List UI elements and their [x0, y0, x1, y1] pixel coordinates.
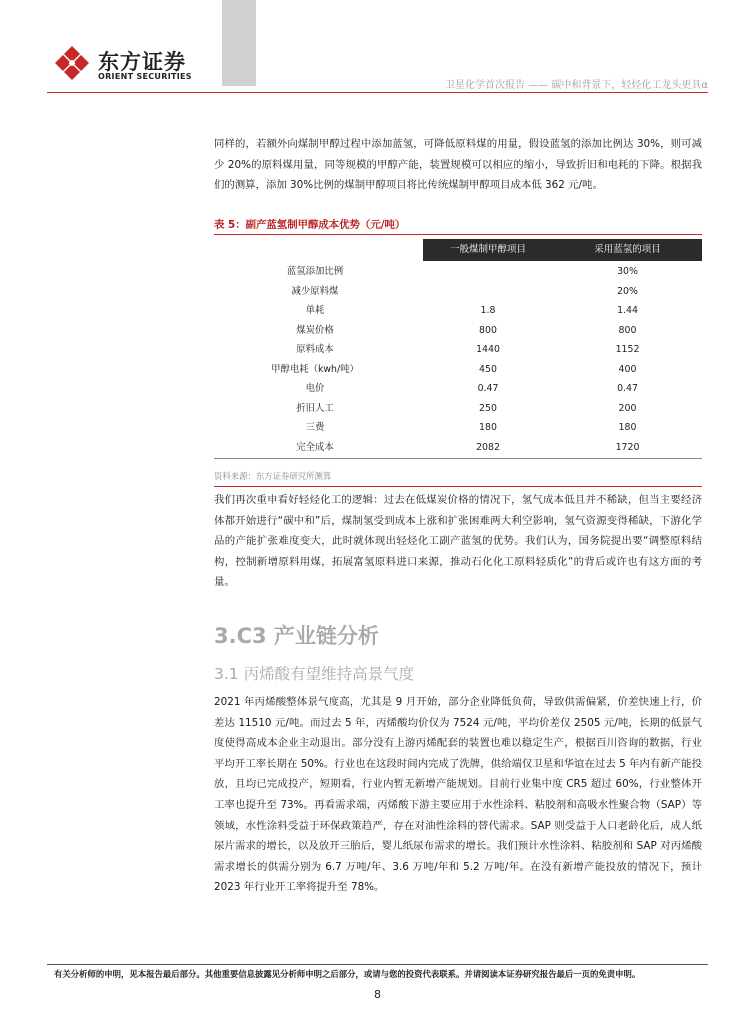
table-cell: 180: [479, 422, 497, 433]
footer-divider: [47, 964, 708, 965]
table-cell: 200: [618, 402, 637, 414]
report-subtitle: 卫星化学首次报告 —— 碳中和背景下，轻烃化工龙头更具α: [445, 80, 708, 91]
table-cell: 2082: [476, 441, 500, 453]
table-cell: 单耗: [305, 305, 325, 316]
table-cell: 甲醇电耗（kwh/吨）: [271, 363, 359, 375]
header-decor-block: [222, 0, 256, 86]
table-cell: 1440: [476, 344, 500, 355]
table-cell: 20%: [617, 285, 638, 297]
table-title: 表 5：副产蓝氢制甲醇成本优势（元/吨）: [214, 219, 406, 231]
table-cell: 三费: [305, 422, 325, 433]
page-number: 8: [374, 988, 381, 1001]
table-cell: 折旧人工: [296, 402, 334, 414]
header-divider: [47, 92, 708, 93]
table-cell: 800: [479, 324, 497, 336]
table-bottom-rule: [214, 458, 702, 459]
table-cell: 原料成本: [296, 344, 334, 355]
table-cell: 250: [479, 402, 497, 414]
table-cell: 煤炭价格: [296, 324, 334, 336]
table-cell: 1720: [615, 441, 640, 453]
table-cell: 0.47: [477, 383, 499, 394]
table-cell: 450: [479, 363, 497, 375]
table-cell: 减少原料煤: [291, 285, 339, 297]
mid-paragraph: 我们再次重申看好轻烃化工的逻辑：过去在低煤炭价格的情况下，氢气成本低且并不稀缺，但当主要经济体都开始进行“碳中和”后，煤制氢受到成本上涨和扩张困难两大利空影响，氢气资源变得稀缺，下游化学品的产能扩张难度变大，此时就体现出轻烃化工副产蓝氢的优势。我们认为，国务院提出要“调整原料结构，控制新增原料用煤，拓展富氢原料进口来源，推动石化化工原料轻质化”的背后或许也有这方面的考量。: [214, 494, 702, 589]
table-cell: 1.44: [617, 305, 638, 316]
table-cell: [423, 262, 553, 282]
table-cell: 1152: [615, 344, 640, 355]
logo-text-en: ORIENT SECURITIES: [98, 72, 192, 81]
table-cell: 0.47: [617, 383, 638, 394]
table-cell: 30%: [617, 266, 638, 277]
body-paragraph: 2021 年丙烯酸整体景气度高，尤其是 9 月开始，部分企业降低负荷，导致供需偏紧，价差快速上行，价差达 11510 元/吨。而过去 5 年，丙烯酸均价仅为 7524 元/吨，平均价差仅 2505 元/吨，长期的低景气度使得高成本企业主动退出。部分没有上游丙烯配套的装置也难以稳定生产，根据百川咨询的数据，行业平均开工率长期在 50%。行业也在这段时间内完成了洗牌，供给端仅卫星和华谊在过去 5 年内有新产能投放，且均已完成投产，短期看，行业内暂无新增产能规划。目前行业集中度 CR5 超过 60%，行业整体开工率也提升至 73%。再看需求端，丙烯酸下游主要应用于水性涂料、粘胶剂和高吸水性聚合物（SAP）等领域，水性涂料受益于环保政策趋严，存在对油性涂料的替代需求。SAP 则受益于人口老龄化后，成人纸尿片需求的增长，以及放开三胎后，婴儿纸尿布需求的增长。我们预计水性涂料、粘胶剂和 SAP 对丙烯酸需求增长的供需分别为 6.7 万吨/年、3.6 万吨/年和 5.2 万吨/年。在没有新增产能投放的情况下，预计 2023 年行业开工率将提升至 78%。: [214, 696, 702, 894]
table-header-col2: 采用蓝氢的项目: [594, 244, 661, 255]
table-cell: 蓝氢添加比例: [286, 266, 344, 277]
source-rule: [214, 486, 702, 487]
section-heading: 3.C3 产业链分析: [214, 624, 379, 648]
table-cell: 180: [618, 422, 637, 433]
table-cell: [423, 282, 553, 302]
table-cell: 电价: [305, 383, 325, 394]
orient-logo-icon: [54, 45, 90, 81]
footer-disclaimer: 有关分析师的申明，见本报告最后部分。其他重要信息披露见分析师申明之后部分，或请与您的投资代表联系。并请阅读本证券研究报告最后一页的免责申明。: [54, 969, 641, 979]
table-cell: 800: [618, 324, 637, 336]
table-header-col1: 一般煤制甲醇项目: [449, 244, 526, 255]
table-source: 资料来源：东方证券研究所测算: [214, 471, 332, 481]
subsection-heading: 3.1 丙烯酸有望维持高景气度: [214, 665, 415, 683]
table-cell: 1.8: [480, 305, 496, 316]
intro-paragraph: 同样的，若额外向煤制甲醇过程中添加蓝氢，可降低原料煤的用量，假设蓝氢的添加比例达 30%，则可减少 20%的原料煤用量，同等规模的甲醇产能，装置规模可以相应的缩小，导致折旧和电耗的下降。根据我们的测算，添加 30%比例的煤制甲醇项目将比传统煤制甲醇项目成本低 362 元/吨。: [214, 138, 702, 192]
logo-text-cn: 东方证券: [98, 50, 186, 74]
table-cell: 完全成本: [296, 441, 334, 453]
table-top-rule: [214, 234, 702, 235]
logo: [54, 45, 204, 81]
table-cell: 400: [618, 363, 637, 375]
